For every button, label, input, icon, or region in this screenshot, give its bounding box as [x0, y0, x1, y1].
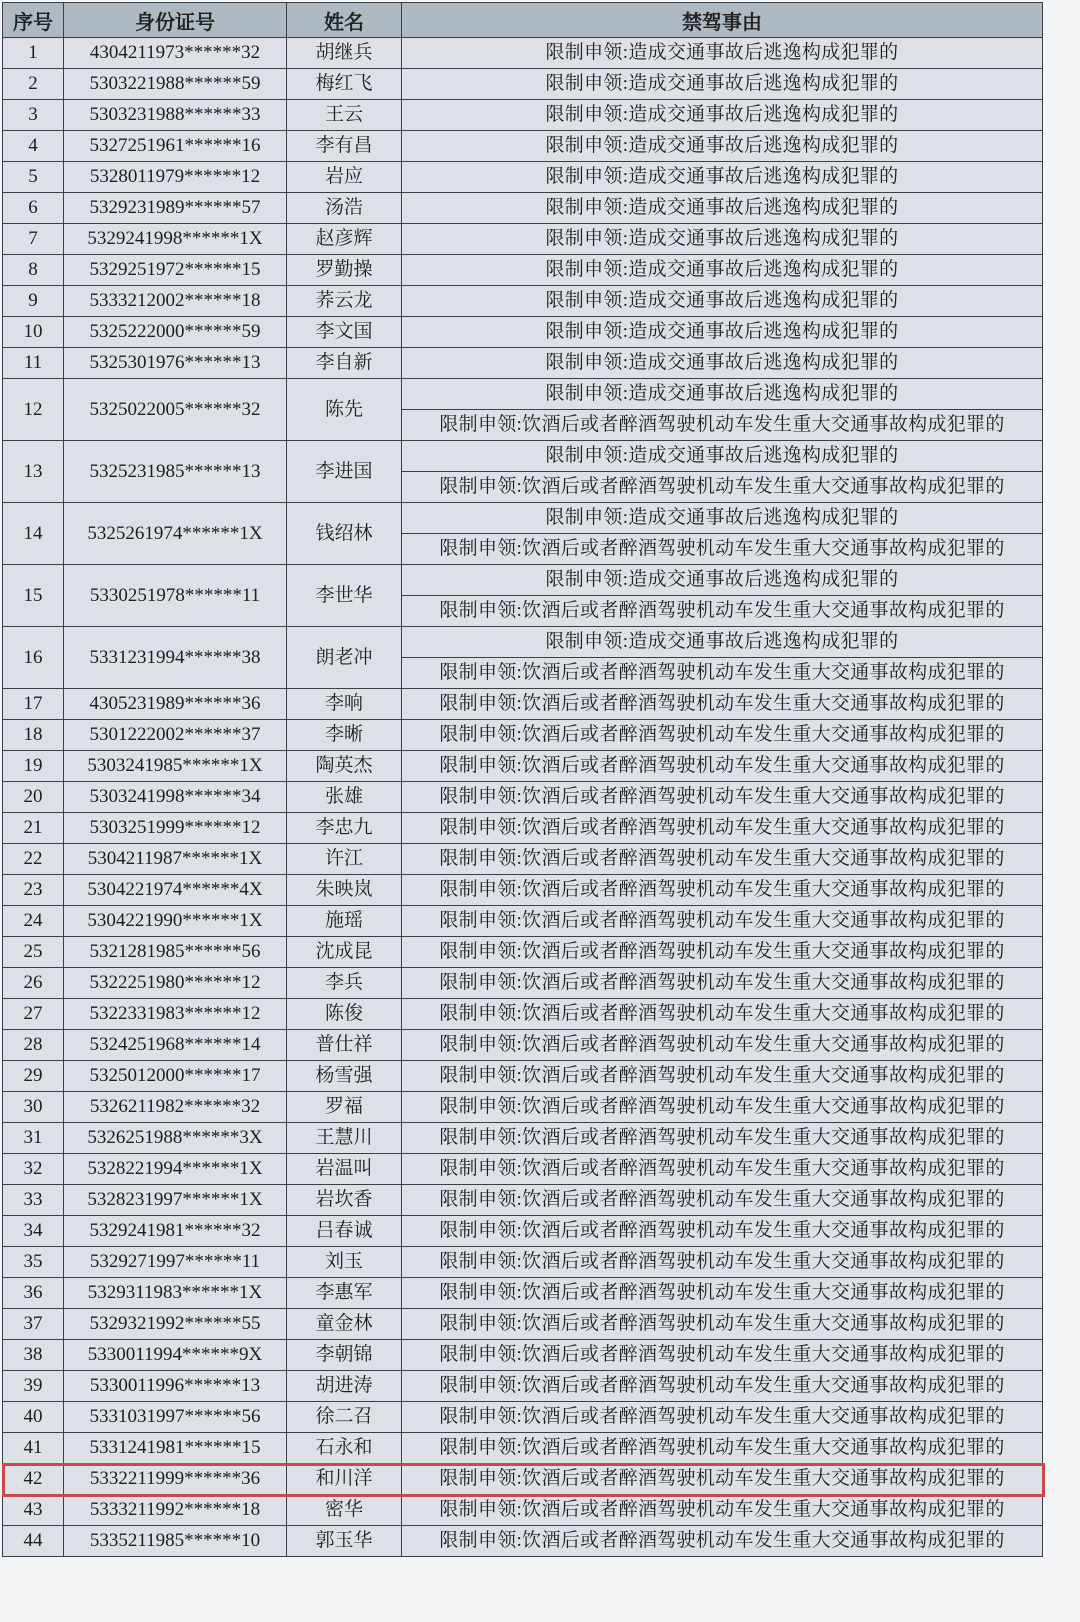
ban-reason-cell: 限制申领:饮酒后或者醉酒驾驶机动车发生重大交通事故构成犯罪的: [402, 1371, 1043, 1402]
ban-reason-cell: 限制申领:饮酒后或者醉酒驾驶机动车发生重大交通事故构成犯罪的: [402, 999, 1043, 1030]
id-number-cell: 4305231989******36: [64, 689, 287, 720]
name-cell: 李晰: [287, 720, 402, 751]
ban-reason-cell: 限制申领:饮酒后或者醉酒驾驶机动车发生重大交通事故构成犯罪的: [402, 1154, 1043, 1185]
name-cell: 李朝锦: [287, 1340, 402, 1371]
table-row: [3, 813, 1043, 844]
id-number-cell: 5303241985******1X: [64, 751, 287, 782]
name-cell: 许江: [287, 844, 402, 875]
id-number-cell: 5330251978******11: [64, 565, 287, 627]
serial-number-cell: 18: [3, 720, 64, 751]
ban-reason-cell: 限制申领:饮酒后或者醉酒驾驶机动车发生重大交通事故构成犯罪的: [402, 1402, 1043, 1433]
ban-reason-cell: 限制申领:饮酒后或者醉酒驾驶机动车发生重大交通事故构成犯罪的: [402, 1526, 1043, 1557]
ban-reason-cell: 限制申领:饮酒后或者醉酒驾驶机动车发生重大交通事故构成犯罪的: [402, 1433, 1043, 1464]
id-number-cell: 5303231988******33: [64, 100, 287, 131]
name-cell: 普仕祥: [287, 1030, 402, 1061]
header-id-number: 身份证号: [64, 3, 287, 38]
id-number-cell: 5304211987******1X: [64, 844, 287, 875]
ban-reason-cell: 限制申领:饮酒后或者醉酒驾驶机动车发生重大交通事故构成犯罪的: [402, 875, 1043, 906]
name-cell: 刘玉: [287, 1247, 402, 1278]
name-cell: 李进国: [287, 441, 402, 503]
serial-number-cell: 10: [3, 317, 64, 348]
table-row: [3, 937, 1043, 968]
name-cell: 李惠军: [287, 1278, 402, 1309]
id-number-cell: 5322251980******12: [64, 968, 287, 999]
serial-number-cell: 19: [3, 751, 64, 782]
table-row: [3, 1371, 1043, 1402]
table-row: [3, 627, 1043, 658]
name-cell: 朗老冲: [287, 627, 402, 689]
ban-reason-cell: 限制申领:饮酒后或者醉酒驾驶机动车发生重大交通事故构成犯罪的: [402, 1216, 1043, 1247]
serial-number-cell: 5: [3, 162, 64, 193]
table-row: [3, 131, 1043, 162]
id-number-cell: 5333212002******18: [64, 286, 287, 317]
ban-reason-cell: 限制申领:饮酒后或者醉酒驾驶机动车发生重大交通事故构成犯罪的: [402, 1309, 1043, 1340]
ban-reason-cell: 限制申领:造成交通事故后逃逸构成犯罪的: [402, 348, 1043, 379]
name-cell: 朱映岚: [287, 875, 402, 906]
ban-reason-cell: 限制申领:饮酒后或者醉酒驾驶机动车发生重大交通事故构成犯罪的: [402, 1061, 1043, 1092]
ban-reason-cell: 限制申领:造成交通事故后逃逸构成犯罪的: [402, 255, 1043, 286]
id-number-cell: 5324251968******14: [64, 1030, 287, 1061]
id-number-cell: 5325012000******17: [64, 1061, 287, 1092]
id-number-cell: 5329271997******11: [64, 1247, 287, 1278]
table-row: [3, 1464, 1043, 1495]
ban-reason-cell: 限制申领:饮酒后或者醉酒驾驶机动车发生重大交通事故构成犯罪的: [402, 534, 1043, 565]
name-cell: 王慧川: [287, 1123, 402, 1154]
ban-reason-cell: 限制申领:造成交通事故后逃逸构成犯罪的: [402, 38, 1043, 69]
serial-number-cell: 2: [3, 69, 64, 100]
table-row: [3, 379, 1043, 410]
serial-number-cell: 44: [3, 1526, 64, 1557]
ban-reason-cell: 限制申领:饮酒后或者醉酒驾驶机动车发生重大交通事故构成犯罪的: [402, 720, 1043, 751]
id-number-cell: 5326251988******3X: [64, 1123, 287, 1154]
name-cell: 童金林: [287, 1309, 402, 1340]
id-number-cell: 5331231994******38: [64, 627, 287, 689]
ban-reason-cell: 限制申领:造成交通事故后逃逸构成犯罪的: [402, 317, 1043, 348]
serial-number-cell: 40: [3, 1402, 64, 1433]
table-row: [3, 503, 1043, 534]
name-cell: 李世华: [287, 565, 402, 627]
table-header-row: [3, 3, 1043, 38]
table-row: [3, 255, 1043, 286]
id-number-cell: 5304221990******1X: [64, 906, 287, 937]
serial-number-cell: 11: [3, 348, 64, 379]
serial-number-cell: 1: [3, 38, 64, 69]
name-cell: 岩应: [287, 162, 402, 193]
name-cell: 张雄: [287, 782, 402, 813]
serial-number-cell: 34: [3, 1216, 64, 1247]
table-row: [3, 69, 1043, 100]
serial-number-cell: 39: [3, 1371, 64, 1402]
name-cell: 吕春诚: [287, 1216, 402, 1247]
id-number-cell: 5325022005******32: [64, 379, 287, 441]
table-row: [3, 38, 1043, 69]
name-cell: 和川洋: [287, 1464, 402, 1495]
id-number-cell: 5303221988******59: [64, 69, 287, 100]
serial-number-cell: 25: [3, 937, 64, 968]
ban-reason-cell: 限制申领:饮酒后或者醉酒驾驶机动车发生重大交通事故构成犯罪的: [402, 1185, 1043, 1216]
name-cell: 李兵: [287, 968, 402, 999]
table-row: [3, 1154, 1043, 1185]
serial-number-cell: 12: [3, 379, 64, 441]
id-number-cell: 5329311983******1X: [64, 1278, 287, 1309]
ban-reason-cell: 限制申领:造成交通事故后逃逸构成犯罪的: [402, 379, 1043, 410]
table-row: [3, 1402, 1043, 1433]
id-number-cell: 5331031997******56: [64, 1402, 287, 1433]
id-number-cell: 5328011979******12: [64, 162, 287, 193]
serial-number-cell: 36: [3, 1278, 64, 1309]
table-row: [3, 224, 1043, 255]
id-number-cell: 5325301976******13: [64, 348, 287, 379]
table-row: [3, 1309, 1043, 1340]
ban-reason-cell: 限制申领:造成交通事故后逃逸构成犯罪的: [402, 627, 1043, 658]
ban-reason-cell: 限制申领:造成交通事故后逃逸构成犯罪的: [402, 286, 1043, 317]
table-row: [3, 689, 1043, 720]
table-row: [3, 1030, 1043, 1061]
table-row: [3, 1247, 1043, 1278]
ban-reason-cell: 限制申领:饮酒后或者醉酒驾驶机动车发生重大交通事故构成犯罪的: [402, 751, 1043, 782]
id-number-cell: 5325231985******13: [64, 441, 287, 503]
ban-reason-cell: 限制申领:造成交通事故后逃逸构成犯罪的: [402, 162, 1043, 193]
id-number-cell: 5329241981******32: [64, 1216, 287, 1247]
id-number-cell: 5332211999******36: [64, 1464, 287, 1495]
serial-number-cell: 27: [3, 999, 64, 1030]
serial-number-cell: 8: [3, 255, 64, 286]
ban-reason-cell: 限制申领:饮酒后或者醉酒驾驶机动车发生重大交通事故构成犯罪的: [402, 1340, 1043, 1371]
id-number-cell: 5325222000******59: [64, 317, 287, 348]
id-number-cell: 5304221974******4X: [64, 875, 287, 906]
id-number-cell: 5329231989******57: [64, 193, 287, 224]
name-cell: 郭玉华: [287, 1526, 402, 1557]
table-row: [3, 1433, 1043, 1464]
ban-reason-cell: 限制申领:饮酒后或者醉酒驾驶机动车发生重大交通事故构成犯罪的: [402, 813, 1043, 844]
id-number-cell: 5327251961******16: [64, 131, 287, 162]
ban-reason-cell: 限制申领:饮酒后或者醉酒驾驶机动车发生重大交通事故构成犯罪的: [402, 596, 1043, 627]
serial-number-cell: 15: [3, 565, 64, 627]
ban-reason-cell: 限制申领:造成交通事故后逃逸构成犯罪的: [402, 100, 1043, 131]
id-number-cell: 5330011994******9X: [64, 1340, 287, 1371]
name-cell: 徐二召: [287, 1402, 402, 1433]
ban-reason-cell: 限制申领:造成交通事故后逃逸构成犯罪的: [402, 565, 1043, 596]
table-row: [3, 1340, 1043, 1371]
name-cell: 胡进涛: [287, 1371, 402, 1402]
name-cell: 岩坎香: [287, 1185, 402, 1216]
ban-reason-cell: 限制申领:饮酒后或者醉酒驾驶机动车发生重大交通事故构成犯罪的: [402, 937, 1043, 968]
ban-reason-cell: 限制申领:饮酒后或者醉酒驾驶机动车发生重大交通事故构成犯罪的: [402, 968, 1043, 999]
name-cell: 钱绍林: [287, 503, 402, 565]
table-row: [3, 782, 1043, 813]
table-row: [3, 317, 1043, 348]
header-name: 姓名: [287, 3, 402, 38]
id-number-cell: 4304211973******32: [64, 38, 287, 69]
id-number-cell: 5321281985******56: [64, 937, 287, 968]
serial-number-cell: 23: [3, 875, 64, 906]
serial-number-cell: 33: [3, 1185, 64, 1216]
serial-number-cell: 26: [3, 968, 64, 999]
ban-reason-cell: 限制申领:饮酒后或者醉酒驾驶机动车发生重大交通事故构成犯罪的: [402, 410, 1043, 441]
ban-reason-cell: 限制申领:饮酒后或者醉酒驾驶机动车发生重大交通事故构成犯罪的: [402, 1278, 1043, 1309]
table-row: [3, 441, 1043, 472]
name-cell: 李响: [287, 689, 402, 720]
serial-number-cell: 17: [3, 689, 64, 720]
name-cell: 岩温叫: [287, 1154, 402, 1185]
id-number-cell: 5331241981******15: [64, 1433, 287, 1464]
serial-number-cell: 38: [3, 1340, 64, 1371]
serial-number-cell: 24: [3, 906, 64, 937]
table-row: [3, 751, 1043, 782]
ban-reason-cell: 限制申领:饮酒后或者醉酒驾驶机动车发生重大交通事故构成犯罪的: [402, 844, 1043, 875]
table-row: [3, 968, 1043, 999]
name-cell: 石永和: [287, 1433, 402, 1464]
ban-reason-cell: 限制申领:造成交通事故后逃逸构成犯罪的: [402, 224, 1043, 255]
id-number-cell: 5329251972******15: [64, 255, 287, 286]
ban-reason-cell: 限制申领:饮酒后或者醉酒驾驶机动车发生重大交通事故构成犯罪的: [402, 1092, 1043, 1123]
serial-number-cell: 3: [3, 100, 64, 131]
serial-number-cell: 43: [3, 1495, 64, 1526]
ban-reason-cell: 限制申领:造成交通事故后逃逸构成犯罪的: [402, 193, 1043, 224]
table-row: [3, 565, 1043, 596]
id-number-cell: 5333211992******18: [64, 1495, 287, 1526]
serial-number-cell: 42: [3, 1464, 64, 1495]
table-row: [3, 348, 1043, 379]
serial-number-cell: 29: [3, 1061, 64, 1092]
ban-reason-cell: 限制申领:饮酒后或者醉酒驾驶机动车发生重大交通事故构成犯罪的: [402, 1123, 1043, 1154]
serial-number-cell: 7: [3, 224, 64, 255]
name-cell: 赵彦辉: [287, 224, 402, 255]
table-row: [3, 1526, 1043, 1557]
serial-number-cell: 22: [3, 844, 64, 875]
table-row: [3, 193, 1043, 224]
table-row: [3, 1092, 1043, 1123]
ban-reason-cell: 限制申领:饮酒后或者醉酒驾驶机动车发生重大交通事故构成犯罪的: [402, 472, 1043, 503]
table-body: [3, 38, 1043, 1557]
header-ban-reason: 禁驾事由: [402, 3, 1043, 38]
serial-number-cell: 35: [3, 1247, 64, 1278]
id-number-cell: 5328221994******1X: [64, 1154, 287, 1185]
id-number-cell: 5335211985******10: [64, 1526, 287, 1557]
id-number-cell: 5303241998******34: [64, 782, 287, 813]
id-number-cell: 5326211982******32: [64, 1092, 287, 1123]
serial-number-cell: 31: [3, 1123, 64, 1154]
table-row: [3, 1495, 1043, 1526]
table-row: [3, 100, 1043, 131]
table-row: [3, 844, 1043, 875]
id-number-cell: 5322331983******12: [64, 999, 287, 1030]
serial-number-cell: 37: [3, 1309, 64, 1340]
table-row: [3, 286, 1043, 317]
ban-reason-cell: 限制申领:造成交通事故后逃逸构成犯罪的: [402, 441, 1043, 472]
name-cell: 陶英杰: [287, 751, 402, 782]
name-cell: 施瑶: [287, 906, 402, 937]
name-cell: 李自新: [287, 348, 402, 379]
id-number-cell: 5325261974******1X: [64, 503, 287, 565]
name-cell: 王云: [287, 100, 402, 131]
id-number-cell: 5301222002******37: [64, 720, 287, 751]
serial-number-cell: 20: [3, 782, 64, 813]
serial-number-cell: 32: [3, 1154, 64, 1185]
ban-reason-cell: 限制申领:饮酒后或者醉酒驾驶机动车发生重大交通事故构成犯罪的: [402, 1495, 1043, 1526]
id-number-cell: 5303251999******12: [64, 813, 287, 844]
name-cell: 罗福: [287, 1092, 402, 1123]
serial-number-cell: 6: [3, 193, 64, 224]
name-cell: 密华: [287, 1495, 402, 1526]
table-row: [3, 906, 1043, 937]
ban-reason-cell: 限制申领:饮酒后或者醉酒驾驶机动车发生重大交通事故构成犯罪的: [402, 1247, 1043, 1278]
name-cell: 荞云龙: [287, 286, 402, 317]
id-number-cell: 5329241998******1X: [64, 224, 287, 255]
ban-reason-cell: 限制申领:饮酒后或者醉酒驾驶机动车发生重大交通事故构成犯罪的: [402, 782, 1043, 813]
table-row: [3, 1216, 1043, 1247]
table-row: [3, 1123, 1043, 1154]
name-cell: 杨雪强: [287, 1061, 402, 1092]
name-cell: 胡继兵: [287, 38, 402, 69]
name-cell: 罗勤操: [287, 255, 402, 286]
name-cell: 梅红飞: [287, 69, 402, 100]
table-row: [3, 875, 1043, 906]
name-cell: 陈先: [287, 379, 402, 441]
table-row: [3, 1061, 1043, 1092]
serial-number-cell: 9: [3, 286, 64, 317]
name-cell: 李文国: [287, 317, 402, 348]
serial-number-cell: 28: [3, 1030, 64, 1061]
serial-number-cell: 4: [3, 131, 64, 162]
serial-number-cell: 13: [3, 441, 64, 503]
ban-reason-cell: 限制申领:造成交通事故后逃逸构成犯罪的: [402, 503, 1043, 534]
serial-number-cell: 30: [3, 1092, 64, 1123]
serial-number-cell: 16: [3, 627, 64, 689]
ban-reason-cell: 限制申领:饮酒后或者醉酒驾驶机动车发生重大交通事故构成犯罪的: [402, 1030, 1043, 1061]
name-cell: 陈俊: [287, 999, 402, 1030]
id-number-cell: 5329321992******55: [64, 1309, 287, 1340]
ban-reason-cell: 限制申领:造成交通事故后逃逸构成犯罪的: [402, 69, 1043, 100]
ban-reason-cell: 限制申领:饮酒后或者醉酒驾驶机动车发生重大交通事故构成犯罪的: [402, 658, 1043, 689]
table-row: [3, 999, 1043, 1030]
serial-number-cell: 21: [3, 813, 64, 844]
name-cell: 沈成昆: [287, 937, 402, 968]
name-cell: 李忠九: [287, 813, 402, 844]
ban-reason-cell: 限制申领:饮酒后或者醉酒驾驶机动车发生重大交通事故构成犯罪的: [402, 1464, 1043, 1495]
table-row: [3, 1185, 1043, 1216]
header-serial-number: 序号: [3, 3, 64, 38]
serial-number-cell: 41: [3, 1433, 64, 1464]
ban-reason-cell: 限制申领:饮酒后或者醉酒驾驶机动车发生重大交通事故构成犯罪的: [402, 906, 1043, 937]
table-row: [3, 720, 1043, 751]
table-row: [3, 1278, 1043, 1309]
banned-drivers-table: [2, 2, 1043, 1557]
table-row: [3, 162, 1043, 193]
id-number-cell: 5328231997******1X: [64, 1185, 287, 1216]
serial-number-cell: 14: [3, 503, 64, 565]
ban-reason-cell: 限制申领:造成交通事故后逃逸构成犯罪的: [402, 131, 1043, 162]
name-cell: 汤浩: [287, 193, 402, 224]
ban-reason-cell: 限制申领:饮酒后或者醉酒驾驶机动车发生重大交通事故构成犯罪的: [402, 689, 1043, 720]
name-cell: 李有昌: [287, 131, 402, 162]
id-number-cell: 5330011996******13: [64, 1371, 287, 1402]
